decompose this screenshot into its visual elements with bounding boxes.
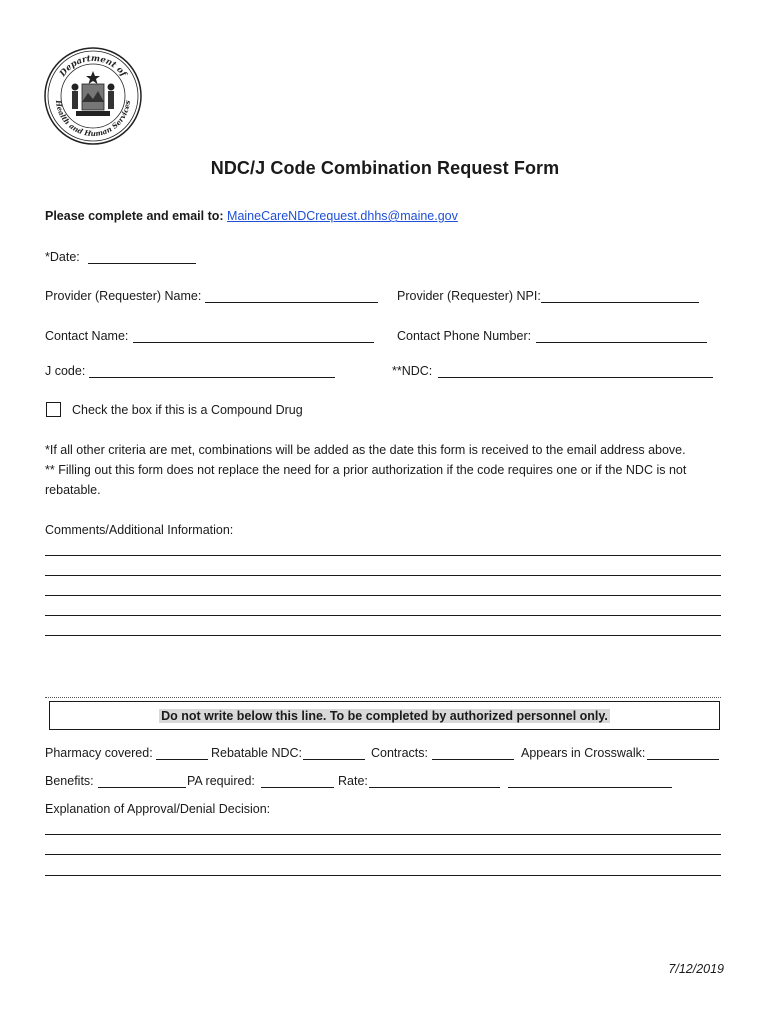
comments-line[interactable] — [45, 555, 721, 556]
authorized-personnel-notice: Do not write below this line. To be completed by authorized personnel only. — [161, 709, 608, 723]
pa-required-field[interactable] — [261, 787, 334, 788]
pa-required-label: PA required: — [187, 774, 255, 788]
provider-npi-field[interactable] — [541, 302, 699, 303]
ndc-field[interactable] — [438, 377, 713, 378]
comments-line[interactable] — [45, 635, 721, 636]
form-title: NDC/J Code Combination Request Form — [210, 158, 560, 178]
contact-name-label: Contact Name: — [45, 329, 129, 343]
contact-phone-field[interactable] — [536, 342, 707, 343]
explanation-line[interactable] — [45, 854, 721, 855]
appears-in-crosswalk-field[interactable] — [647, 759, 719, 760]
seal-top-text: Department of — [58, 53, 129, 79]
comments-line[interactable] — [45, 575, 721, 576]
appears-in-crosswalk-label: Appears in Crosswalk: — [521, 746, 646, 760]
provider-name-label: Provider (Requester) Name: — [45, 289, 202, 303]
note-date-received: *If all other criteria are met, combinations will be added as the date this form is received to the email address above. — [45, 443, 686, 457]
contracts-field[interactable] — [432, 759, 514, 760]
contact-name-field[interactable] — [133, 342, 374, 343]
comments-label: Comments/Additional Information: — [45, 523, 234, 537]
department-seal-logo — [44, 47, 142, 145]
separator-line — [45, 697, 721, 698]
explanation-label: Explanation of Approval/Denial Decision: — [45, 802, 271, 816]
comments-line[interactable] — [45, 615, 721, 616]
provider-name-field[interactable] — [205, 302, 378, 303]
rebatable-ndc-field[interactable] — [303, 759, 365, 760]
contact-phone-label: Contact Phone Number: — [397, 329, 532, 343]
rebatable-ndc-label: Rebatable NDC: — [211, 746, 303, 760]
email-instruction — [45, 209, 458, 223]
benefits-field[interactable] — [98, 787, 186, 788]
jcode-field[interactable] — [89, 377, 335, 378]
ndc-label: **NDC: — [392, 364, 433, 378]
contracts-label: Contracts: — [371, 746, 428, 760]
benefits-label: Benefits: — [45, 774, 94, 788]
authorized-personnel-notice-box — [49, 701, 720, 730]
rate-extra-field[interactable] — [508, 787, 672, 788]
email-instruction-label: Please complete and email to: — [45, 209, 224, 223]
compound-drug-label: Check the box if this is a Compound Drug — [72, 403, 303, 417]
seal-bottom-text: Health and Human Services — [53, 99, 133, 139]
explanation-line[interactable] — [45, 834, 721, 835]
rate-field[interactable] — [369, 787, 500, 788]
note-prior-authorization: ** Filling out this form does not replace the need for a prior authorization if the code requires one or if the NDC is not — [45, 463, 687, 477]
compound-drug-checkbox[interactable] — [46, 402, 61, 417]
date-label: *Date: — [45, 250, 80, 264]
jcode-label: J code: — [45, 364, 86, 378]
email-link[interactable]: MaineCareNDCrequest.dhhs@maine.gov — [227, 209, 458, 223]
revision-date: 7/12/2019 — [668, 962, 724, 976]
pharmacy-covered-label: Pharmacy covered: — [45, 746, 153, 760]
provider-npi-label: Provider (Requester) NPI: — [397, 289, 541, 303]
rate-label: Rate: — [338, 774, 368, 788]
date-field[interactable] — [88, 263, 196, 264]
pharmacy-covered-field[interactable] — [156, 759, 208, 760]
explanation-line[interactable] — [45, 875, 721, 876]
comments-line[interactable] — [45, 595, 721, 596]
note-prior-authorization-continued: rebatable. — [45, 483, 101, 497]
